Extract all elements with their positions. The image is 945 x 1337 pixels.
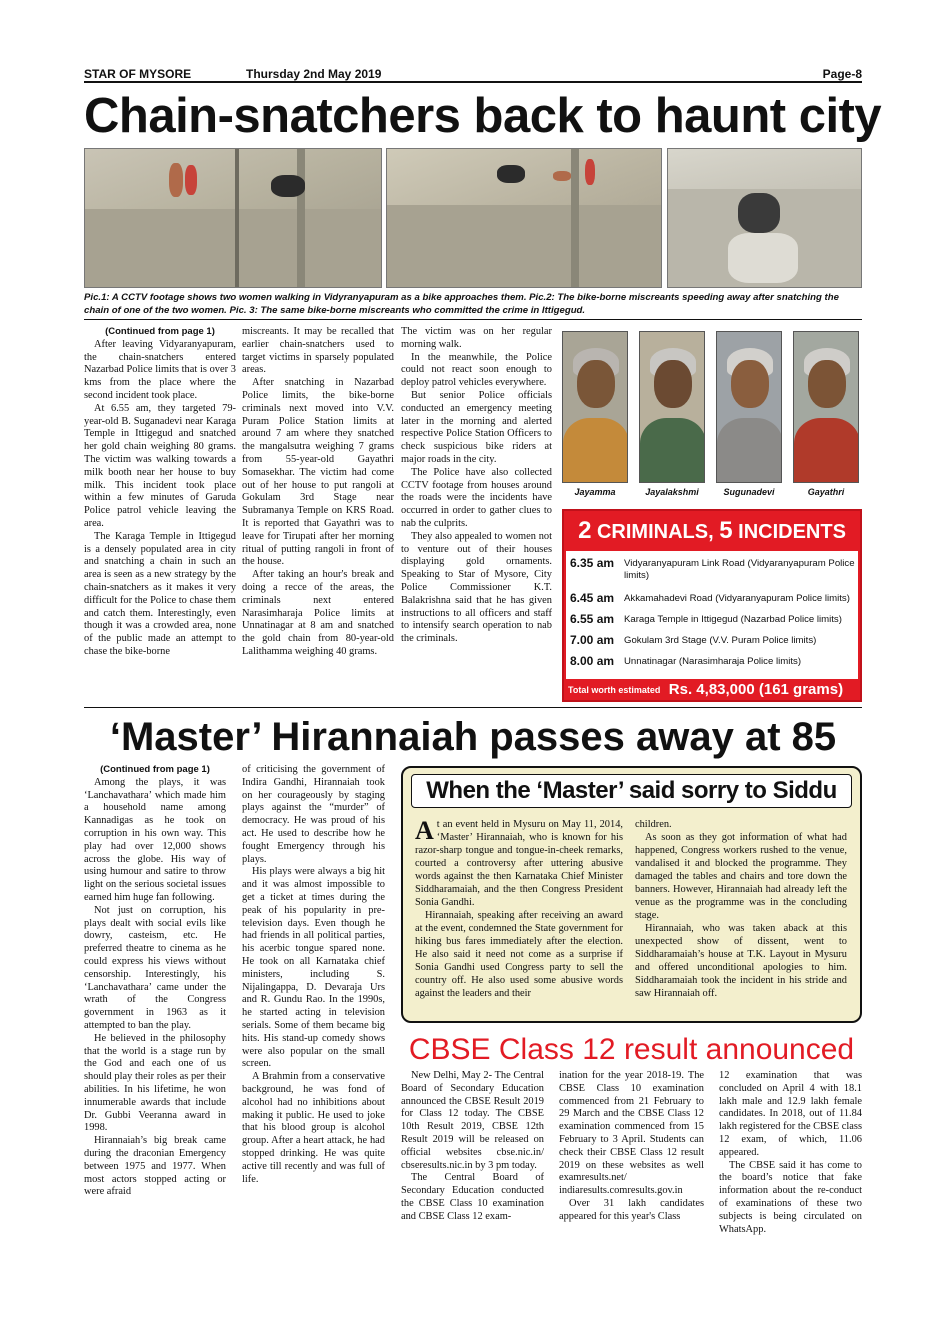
incident-count: 5 bbox=[719, 517, 733, 544]
paragraph: He believed in the philosophy that the world is a stage run by the God and each one of us should play their roles as per their abilities. In his lifetime, he won innumerable awards that include Dr. Gubbi Veeranna award in 1998. bbox=[84, 1032, 226, 1134]
paragraph: Among the plays, it was ‘Lanchavathara’ which made him a household name among Kannadigas as he took on corruption in his own way. This play had over 12,000 shows across the globe. His way of using humour and satire to throw light on the serious societal issues earned him huge fan following. bbox=[84, 776, 226, 903]
paragraph: Over 31 lakh candidates appeared for this year's Class bbox=[559, 1197, 704, 1222]
drop-cap: A bbox=[415, 816, 434, 845]
photo-caption: Pic.1: A CCTV footage shows two women walking in Vidyranyapuram as a bike approaches them. Pic.2: The bike-borne miscreants speeding away after snatching the chain of one of the two women. Pic. 3: The same bike-borne miscreants who committed the crime in Ittigegud. bbox=[84, 291, 862, 320]
total-label: Total worth estimated bbox=[568, 684, 661, 695]
story1-column-3 bbox=[401, 326, 552, 646]
paragraph: At 6.55 am, they targeted 79-year-old B. Suganadevi near Karaga Temple in Ittigegud and snatched her gold chain weighing 80 grams. The victim was walking towards a milk booth near her house to buy milk. This incident took place within a few minutes of Garuda Police patrol vehicle leaving the area. bbox=[84, 402, 236, 529]
paragraph: miscreants. It may be recalled that earlier chain-snatchers used to target victims in sparsely populated areas. bbox=[242, 326, 394, 376]
paragraph: But senior Police officials conducted an emergency meeting later in the morning and alerted respective Police Station Officers to check suspicious bike riders at major roads in the city. bbox=[401, 389, 552, 465]
paragraph: A Brahmin from a conservative background, he was fond of alcohol had no inhibitions about making it public. He used to joke that his blood group is alcohol group. After a heart attack, he had stopped drinking. He was quite active till recently and was full of life. bbox=[242, 1071, 385, 1185]
paragraph: After taking an hour's break and doing a recce of the areas, the criminals next entered Narasimharaja Police limits at Unnatinagar at 8 am and snatched the gold chain from 80-year-old Lalithamma weighing 40 grams. bbox=[242, 569, 394, 657]
incidents-box bbox=[562, 509, 862, 702]
incidents-box-title bbox=[564, 517, 860, 545]
paragraph: 12 examination that was concluded on April 4 with 18.1 lakh male and 12.9 lakh female candidates. In 2018, out of 11.84 lakh registered for the CBSE class 12 exam, of which, 11.06 appeared. bbox=[719, 1070, 862, 1158]
paragraph: The Central Board of Secondary Education conducted the CBSE Class 10 examination and CBSE Class 12 exam- bbox=[401, 1172, 544, 1222]
total-amount: Rs. 4,83,000 (161 grams) bbox=[668, 681, 844, 699]
story1-column-2 bbox=[242, 326, 394, 659]
paragraph: After snatching in Nazarbad Police limits, the bike-borne criminals next moved into V.V. Puram Police Station limits at around 7 am where they snatched the mangalsutra weighing 7 grams from 55-year-old Gayathri Somasekhar. The victim had come out of her house to put rangoli at Gokulam 3rd Stage near Subramanya Temple on KRS Road. It is reported that Gayathri was to leave for Tirupati after her morning ritual of putting rangoli in front of the house. bbox=[242, 377, 394, 568]
victim-name: Gayathri bbox=[807, 487, 845, 497]
paragraph: They also appealed to women not to venture out of their houses displaying gold ornaments. Speaking to Star of Mysore, City Police Commissioner K.T. Balakrishna said that he has given instructions to all officers and staff to intensify search operation to nab the criminals. bbox=[401, 530, 552, 645]
incident-place: Unnatinagar (Narasimharaja Police limits) bbox=[624, 656, 802, 667]
cctv-photo-3 bbox=[667, 148, 862, 288]
sorry-sidebar bbox=[401, 766, 862, 1023]
paper-name: STAR OF MYSORE bbox=[84, 67, 192, 81]
paragraph: Hirannaiah’s big break came during the draconian Emergency between 1975 and 1977. When most actors stopped acting or were afraid bbox=[84, 1135, 226, 1198]
page-number: Page-8 bbox=[822, 67, 862, 81]
sorry-sidebar-title: When the ‘Master’ said sorry to Siddu bbox=[411, 774, 852, 808]
paragraph: t an event held in Mysuru on May 11, 2014, ‘Master’ Hirannaiah, who is known for his razor-sharp tongue and tongue-in-cheek remarks, courted a controversy after uttering abusive words against the then Karnataka Chief Minister Siddharamaiah, and the then Congress President Sonia Gandhi. bbox=[415, 819, 623, 908]
paragraph: The CBSE said it has come to the board’s notice that fake information about the re-conduct of examinations of these two subjects is being circulated on WhatsApp. bbox=[719, 1159, 862, 1235]
paragraph: of criticising the government of Indira Gandhi, Hirannaiah took on her courageously by staging plays against the “murder” of democracy. He was proud of his act. He used to describe how he fought Emergency through his plays. bbox=[242, 764, 385, 865]
paragraph: children. bbox=[635, 819, 672, 830]
issue-date: Thursday 2nd May 2019 bbox=[246, 67, 382, 81]
victim-photo-sugunadevi bbox=[716, 331, 782, 483]
sorry-column-2 bbox=[635, 818, 847, 1000]
hirannaiah-headline: ‘Master’ Hirannaiah passes away at 85 bbox=[109, 715, 837, 759]
paragraph: His plays were always a big hit and it was almost impossible to get a ticket at times during the peak of his popularity in pre-television days. Even though he had friends in all political parties, his acerbic tongue spared none. He took on all Karnataka chief ministers, including S. Nijalingappa, D. Devaraja Urs and R. Gundu Rao. In the 1990s, he started acting in television serials. Some of them became big hits. His stand-up comedy shows were also popular on the small screen. bbox=[242, 866, 385, 1070]
paragraph: As soon as they got information of what had happened, Congress workers rushed to the venue, vandalised it and blocked the programme. They damaged the tables and chairs and tore down the banners. However, Hirannaiah had already left the venue as the programme was in the concluding stage. bbox=[635, 832, 847, 921]
paragraph: Hirannaiah, who was taken aback at this unexpected show of dissent, went to Siddharamaiah’s house at T.K. Layout in Mysuru and offered unconditional apologies to him. Siddharamaiah took the incident in his stride and saw Hirannaiah off. bbox=[635, 923, 847, 999]
cbse-column-2 bbox=[559, 1070, 704, 1224]
section-divider bbox=[84, 707, 862, 708]
incident-list bbox=[566, 551, 858, 679]
cctv-photo-2 bbox=[386, 148, 662, 288]
incidents-word: INCIDENTS bbox=[738, 521, 846, 543]
victim-photo-jayamma bbox=[562, 331, 628, 483]
incident-time: 7.00 am bbox=[570, 633, 615, 647]
incident-place: Karaga Temple in Ittigegud (Nazarbad Police limits) bbox=[624, 614, 842, 625]
paragraph: In the meanwhile, the Police could not react soon enough to deploy patrol vehicles everywhere. bbox=[401, 351, 552, 389]
incident-time: 6.45 am bbox=[570, 591, 615, 605]
victim-photo-jayalakshmi bbox=[639, 331, 705, 483]
paragraph: The Police have also collected CCTV footage from houses around the roads were the incidents have occurred in order to gather clues to nab the culprits. bbox=[401, 466, 552, 529]
cbse-column-3 bbox=[719, 1070, 862, 1236]
incident-place: Akkamahadevi Road (Vidyaranyapuram Police limits) bbox=[624, 593, 850, 604]
incident-time: 8.00 am bbox=[570, 654, 615, 668]
victim-name: Sugunadevi bbox=[723, 487, 775, 497]
criminals-word: CRIMINALS, bbox=[596, 521, 714, 543]
cctv-photo-1 bbox=[84, 148, 382, 288]
victim-photo-gayathri bbox=[793, 331, 859, 483]
continued-label: (Continued from page 1) bbox=[100, 764, 210, 775]
incident-place: Gokulam 3rd Stage (V.V. Puram Police limits) bbox=[624, 635, 817, 646]
victim-name: Jayamma bbox=[574, 487, 616, 497]
victim-name: Jayalakshmi bbox=[645, 487, 699, 497]
paragraph: After leaving Vidyaranyapuram, the chain-snatchers entered Nazarbad Police limits that is over 3 kms from the place where the second incident took place. bbox=[84, 338, 236, 401]
sorry-column-1 bbox=[415, 818, 623, 1000]
incident-time: 6.55 am bbox=[570, 612, 615, 626]
paragraph: The Karaga Temple in Ittigegud is a densely populated area in city and snatching a chain in such an area is seen as a new strategy by the chain-snatchers as it makes it very difficult for the Police to chase them and catch them. Interestingly, even though it was a crowded area, none of the public made an attempt to chase the bike-borne bbox=[84, 530, 236, 657]
paragraph: New Delhi, May 2- The Central Board of Secondary Education announced the CBSE Result 2019 for Class 12 today. The CBSE 10th Result 2019, CBSE 12th Result 2019 will be released on official websites cbse.nic.in/ cbseresults.nic.in by 3 pm today. bbox=[401, 1070, 544, 1171]
incident-place: Vidyaranyapuram Link Road (Vidyaranyapuram Police limits) bbox=[624, 558, 855, 581]
cbse-column-1 bbox=[401, 1070, 544, 1224]
chain-snatchers-headline: Chain-snatchers back to haunt city bbox=[84, 89, 882, 143]
paragraph: Not just on corruption, his plays dealt with social evils like dowry, casteism, etc. He preferred theatre to cinema as he could express his views without censorship. Interestingly, his ‘Lanchavathara’ came under the wrath of the Congress government in 1963 as it attempted to ban the play. bbox=[84, 904, 226, 1031]
total-worth bbox=[568, 681, 843, 699]
cbse-headline: CBSE Class 12 result announced bbox=[408, 1033, 855, 1066]
paragraph: The victim was on her regular morning walk. bbox=[401, 326, 552, 350]
paragraph: ination for the year 2018-19. The CBSE Class 10 examination commenced from 21 February to 29 March and the CBSE Class 12 examination commenced from 15 February to 3 April. Students can check their CBSE Class 12 result 2019 on these websites as well examresults.net/ indiaresults.comresults.gov.in bbox=[559, 1070, 704, 1197]
paragraph: Hirannaiah, speaking after receiving an award at the event, condemned the State government for hiking bus fares immediately after the election. He also said it need not come as a surprise if Sonia Gandhi used Congress party to sell the country off. He also used some abusive words against the leaders and their bbox=[415, 910, 623, 999]
incident-time: 6.35 am bbox=[570, 556, 615, 570]
continued-label: (Continued from page 1) bbox=[105, 326, 215, 337]
story1-column-1 bbox=[84, 326, 236, 659]
story2-column-2 bbox=[242, 764, 385, 1186]
criminal-count: 2 bbox=[578, 517, 592, 544]
masthead bbox=[84, 67, 862, 83]
story2-column-1 bbox=[84, 764, 226, 1199]
